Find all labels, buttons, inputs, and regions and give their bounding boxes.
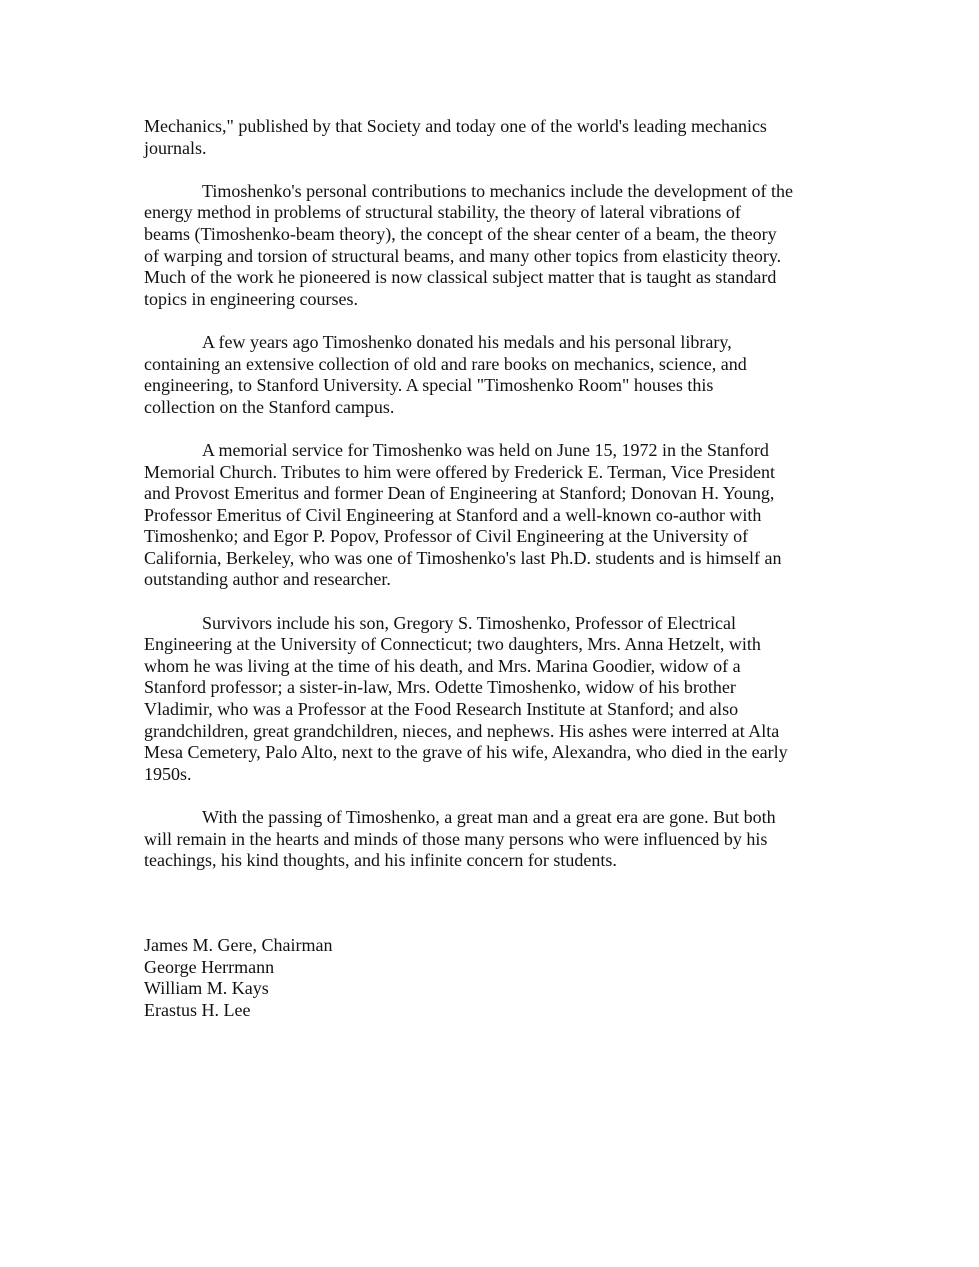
text-line: Mesa Cemetery, Palo Alto, next to the grave of his wife, Alexandra, who died in the early [144, 742, 788, 763]
text-line: collection on the Stanford campus. [144, 396, 395, 417]
paragraph-closing [144, 807, 844, 872]
text-line: engineering, to Stanford University. A special "Timoshenko Room" houses this [144, 375, 714, 396]
text-line: Timoshenko; and Egor P. Popov, Professor of Civil Engineering at the University of [144, 526, 749, 547]
paragraph-survivors [144, 613, 844, 786]
text-line: beams (Timoshenko-beam theory), the concept of the shear center of a beam, the theory [144, 223, 777, 244]
signatory-name: James M. Gere, Chairman [144, 935, 333, 955]
text-line: will remain in the hearts and minds of those many persons who were influenced by his [144, 828, 768, 849]
text-line: and Provost Emeritus and former Dean of Engineering at Stanford; Donovan H. Young, [144, 483, 775, 504]
text-line: teachings, his kind thoughts, and his infinite concern for students. [144, 850, 617, 871]
paragraph-memorial-service [144, 440, 844, 591]
text-line: energy method in problems of structural stability, the theory of lateral vibrations of [144, 202, 741, 223]
text-line: Vladimir, who was a Professor at the Food Research Institute at Stanford; and also [144, 699, 739, 720]
text-line: Professor Emeritus of Civil Engineering at Stanford and a well-known co-author with [144, 504, 762, 525]
text-line: Timoshenko's personal contributions to mechanics include the development of the [202, 180, 793, 201]
text-line: containing an extensive collection of old and rare books on mechanics, science, and [144, 353, 747, 374]
text-line: A few years ago Timoshenko donated his medals and his personal library, [202, 331, 732, 352]
paragraph-library-donation [144, 332, 844, 418]
paragraph-contributions [144, 181, 844, 311]
committee-signatories [144, 935, 332, 1021]
text-line: 1950s. [144, 763, 192, 784]
text-line: Survivors include his son, Gregory S. Timoshenko, Professor of Electrical [202, 612, 736, 633]
text-line: topics in engineering courses. [144, 288, 358, 309]
text-line: whom he was living at the time of his death, and Mrs. Marina Goodier, widow of a [144, 655, 741, 676]
text-line: Much of the work he pioneered is now classical subject matter that is taught as standard [144, 267, 777, 288]
signatory-name: William M. Kays [144, 978, 269, 999]
memorial-resolution-body [144, 116, 844, 893]
text-line: journals. [144, 137, 207, 158]
signatory-name: George Herrmann [144, 956, 275, 977]
text-line: Engineering at the University of Connecticut; two daughters, Mrs. Anna Hetzelt, with [144, 634, 761, 655]
text-line: outstanding author and researcher. [144, 569, 391, 590]
signatory-name: Erastus H. Lee [144, 999, 251, 1020]
text-line: of warping and torsion of structural beams, and many other topics from elasticity theory. [144, 245, 782, 266]
text-line: Stanford professor; a sister-in-law, Mrs. Odette Timoshenko, widow of his brother [144, 677, 736, 698]
text-line: A memorial service for Timoshenko was held on June 15, 1972 in the Stanford [202, 439, 769, 460]
text-line: Mechanics," published by that Society and today one of the world's leading mechanics [144, 116, 767, 136]
paragraph-journal-continuation [144, 116, 844, 159]
text-line: Memorial Church. Tributes to him were offered by Frederick E. Terman, Vice President [144, 461, 776, 482]
text-line: grandchildren, great grandchildren, nieces, and nephews. His ashes were interred at Alta [144, 720, 780, 741]
text-line: California, Berkeley, who was one of Timoshenko's last Ph.D. students and is himself an [144, 547, 782, 568]
text-line: With the passing of Timoshenko, a great man and a great era are gone. But both [202, 807, 776, 827]
